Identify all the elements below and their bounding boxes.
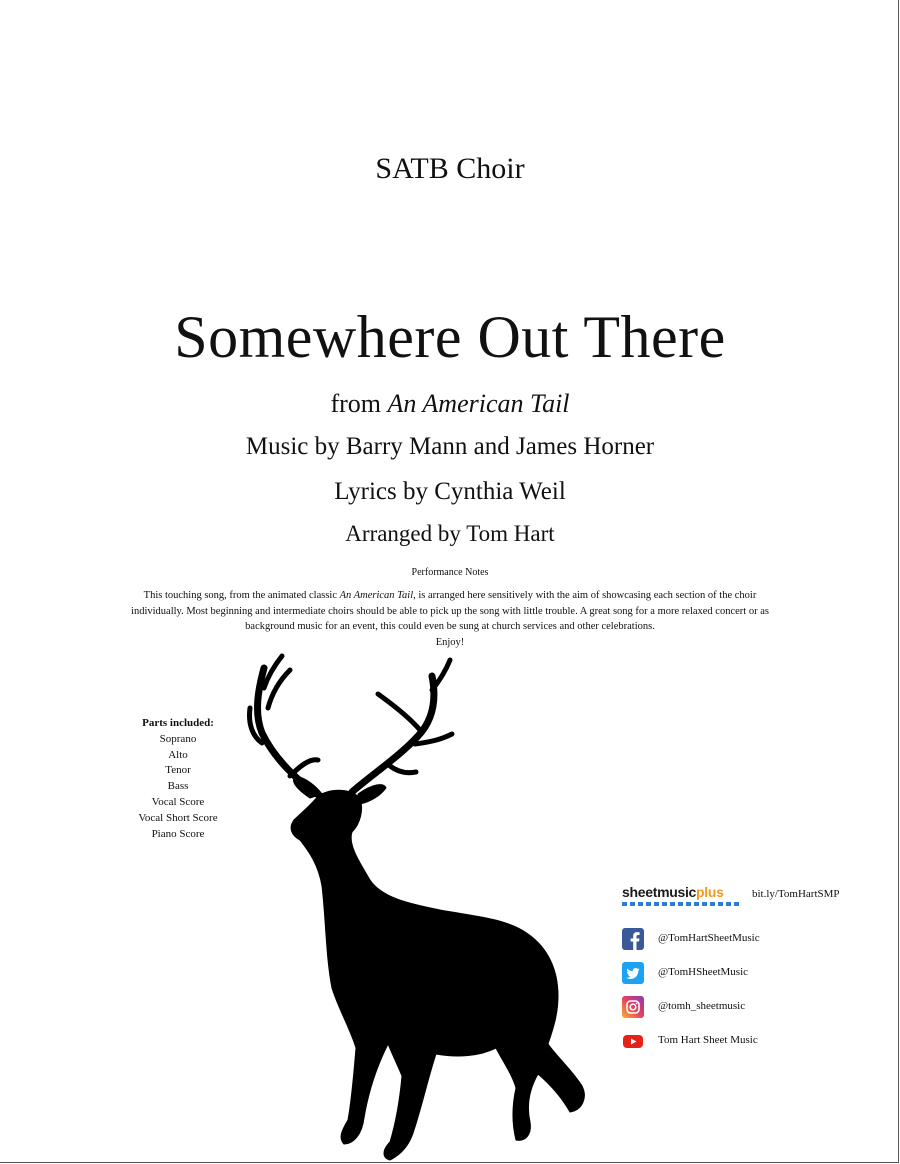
notes-text-after: , is arranged here sensitively with the aim of showcasing each section of the choir individually. Most beginning and intermediate choirs should be able to pick up the song with little trouble. A great song for a more relaxed concert or as background music for an event, this could even be sung at church services and other celebrations. [131, 590, 769, 632]
lyrics-credit: Lyrics by Cynthia Weil [334, 478, 566, 505]
facebook-row [620, 922, 880, 956]
youtube-row [620, 1024, 880, 1058]
social-links [620, 880, 880, 1058]
song-title: Somewhere Out There [174, 304, 726, 370]
instagram-icon[interactable] [622, 996, 644, 1018]
part-item: Piano Score [151, 827, 205, 840]
sheetmusicplus-row [620, 880, 880, 910]
source-work: An American Tail [387, 389, 570, 418]
part-item: Bass [167, 780, 189, 793]
facebook-icon[interactable] [622, 928, 644, 950]
part-item: Tenor [165, 764, 191, 777]
twitter-row [620, 956, 880, 990]
performance-notes [130, 588, 770, 650]
facebook-handle[interactable]: @TomHartSheetMusic [658, 932, 760, 944]
deer-silhouette-image [240, 648, 590, 1164]
notes-closing: Enjoy! [435, 636, 465, 648]
twitter-icon[interactable] [622, 962, 644, 984]
part-item: Alto [168, 748, 188, 761]
youtube-icon[interactable] [622, 1030, 644, 1052]
twitter-handle[interactable]: @TomHSheetMusic [658, 966, 749, 978]
part-item: Vocal Short Score [138, 811, 218, 824]
performance-notes-heading: Performance Notes [411, 567, 489, 578]
source-line [0, 389, 900, 419]
part-item: Vocal Score [151, 795, 205, 808]
notes-work: An American Tail [339, 590, 414, 601]
ensemble-label: SATB Choir [375, 152, 525, 185]
sheetmusicplus-logo[interactable]: sheetmusicplus [622, 884, 724, 900]
parts-list [118, 716, 238, 842]
notes-text-before: This touching song, from the animated classic [143, 590, 340, 601]
part-item: Soprano [159, 732, 197, 745]
instagram-handle[interactable]: @tomh_sheetmusic [658, 1000, 746, 1012]
sheetmusicplus-link[interactable]: bit.ly/TomHartSMP [752, 888, 840, 900]
music-credit: Music by Barry Mann and James Horner [245, 433, 655, 460]
parts-heading: Parts included: [142, 717, 214, 729]
youtube-channel[interactable]: Tom Hart Sheet Music [658, 1034, 758, 1046]
arranger-credit: Arranged by Tom Hart [345, 521, 555, 546]
source-prefix: from [330, 389, 388, 418]
sheetmusicplus-dots-decoration [622, 902, 742, 906]
instagram-row [620, 990, 880, 1024]
